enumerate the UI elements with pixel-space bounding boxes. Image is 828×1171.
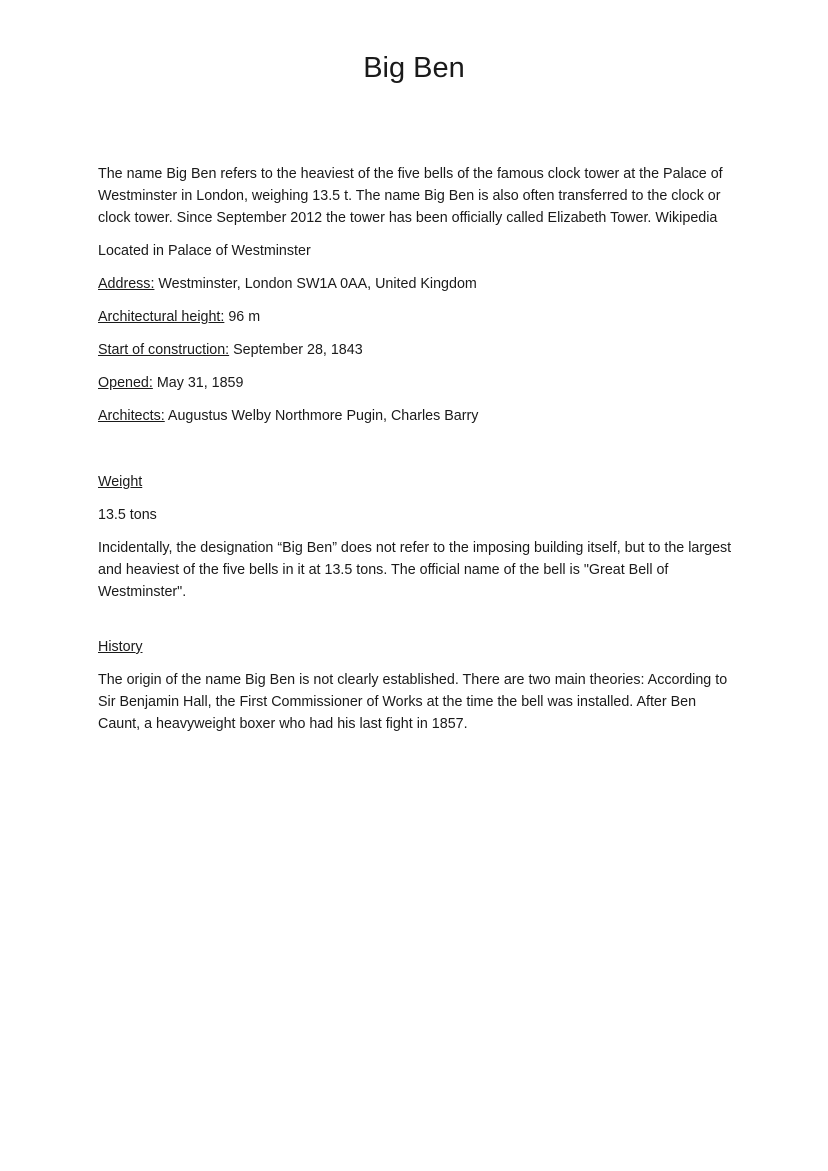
fact-address: [98, 273, 738, 295]
fact-value: September 28, 1843: [229, 342, 363, 358]
section-spacer: [98, 603, 738, 636]
fact-value: May 31, 1859: [152, 375, 244, 391]
fact-construction-start: [98, 339, 738, 361]
fact-architects: [98, 405, 738, 427]
fact-label: Start of construction:: [98, 342, 230, 358]
section-spacer: [98, 438, 738, 471]
located-line: Located in Palace of Westminster: [98, 243, 311, 259]
fact-value: 96 m: [224, 309, 261, 325]
fact-label: Architectural height:: [98, 309, 225, 325]
history-paragraph: The origin of the name Big Ben is not clearly established. There are two main theories: According to Sir Benjamin Hall, the First Commissioner of Works at the time the bell was installed. After Ben Caunt, a heavyweight boxer who had his last fight in 1857.: [98, 672, 728, 732]
fact-opened: [98, 372, 738, 394]
fact-label: Address:: [98, 276, 155, 292]
weight-value: 13.5 tons: [98, 507, 157, 523]
fact-label: Opened:: [98, 375, 153, 391]
document-body: [98, 163, 738, 735]
weight-heading: Weight: [98, 474, 143, 490]
fact-height: [98, 306, 738, 328]
fact-value: Westminster, London SW1A 0AA, United Kingdom: [154, 276, 477, 292]
intro-paragraph: The name Big Ben refers to the heaviest of the five bells of the famous clock tower at the Palace of Westminster in London, weighing 13.5 t. The name Big Ben is also often transferred to the clock or clock tower. Since September 2012 the tower has been officially called Elizabeth Tower. Wikipedia: [98, 166, 723, 226]
fact-value: Augustus Welby Northmore Pugin, Charles Barry: [164, 408, 479, 424]
fact-label: Architects:: [98, 408, 165, 424]
weight-paragraph: Incidentally, the designation “Big Ben” does not refer to the imposing building itself, but to the largest and heaviest of the five bells in it at 13.5 tons. The official name of the bell is "Great Bell of Westminster".: [98, 540, 732, 600]
page-title: Big Ben: [363, 52, 465, 84]
history-heading: History: [98, 639, 143, 655]
